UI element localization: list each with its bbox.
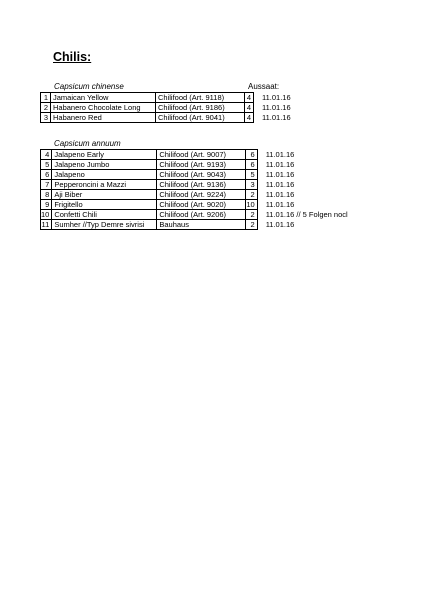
table-row xyxy=(41,113,294,123)
sowing-date: 11.01.16 xyxy=(265,180,295,189)
row-number: 3 xyxy=(41,113,51,123)
sowing-date: 11.01.16 xyxy=(265,160,295,169)
row-number: 11 xyxy=(41,220,52,230)
source-cell: Chilifood (Art. 9118) xyxy=(156,93,245,103)
variety-name: Jalapeno xyxy=(52,170,157,180)
quantity-cell: 4 xyxy=(245,103,254,113)
section-label-chinense: Capsicum chinense xyxy=(54,82,124,91)
chinense-table xyxy=(40,92,294,123)
variety-name: Jalapeno Early xyxy=(52,150,157,160)
aussaat-header: Aussaat: xyxy=(248,82,280,91)
quantity-cell: 4 xyxy=(245,113,254,123)
source-cell: Chilifood (Art. 9206) xyxy=(157,210,246,220)
variety-name: Aji Biber xyxy=(52,190,157,200)
source-cell: Chilifood (Art. 9224) xyxy=(157,190,246,200)
quantity-cell: 2 xyxy=(246,210,257,220)
variety-name: Confetti Chili xyxy=(52,210,157,220)
table-row xyxy=(41,180,351,190)
section-label-annuum: Capsicum annuum xyxy=(54,139,121,148)
row-number: 10 xyxy=(41,210,52,220)
source-cell: Chilifood (Art. 9193) xyxy=(157,160,246,170)
sowing-date: 11.01.16 xyxy=(265,200,295,209)
table-row xyxy=(41,160,351,170)
row-number: 9 xyxy=(41,200,52,210)
page-title: Chilis: xyxy=(53,50,92,64)
table-row xyxy=(41,103,294,113)
quantity-cell: 5 xyxy=(246,170,257,180)
quantity-cell: 2 xyxy=(246,190,257,200)
row-number: 4 xyxy=(41,150,52,160)
table-row xyxy=(41,220,351,230)
source-cell: Chilifood (Art. 9041) xyxy=(156,113,245,123)
row-number: 2 xyxy=(41,103,51,113)
quantity-cell: 6 xyxy=(246,150,257,160)
sowing-date: 11.01.16 xyxy=(265,170,295,179)
source-cell: Chilifood (Art. 9043) xyxy=(157,170,246,180)
row-number: 5 xyxy=(41,160,52,170)
sowing-date: 11.01.16 xyxy=(265,190,295,199)
annuum-table xyxy=(40,149,351,230)
quantity-cell: 3 xyxy=(246,180,257,190)
sowing-date: 11.01.16 xyxy=(265,150,295,159)
quantity-cell: 4 xyxy=(245,93,254,103)
quantity-cell: 6 xyxy=(246,160,257,170)
row-number: 8 xyxy=(41,190,52,200)
quantity-cell: 10 xyxy=(246,200,257,210)
sowing-date: 11.01.16 xyxy=(262,113,291,122)
variety-name: Jamaican Yellow xyxy=(51,93,156,103)
quantity-cell: 2 xyxy=(246,220,257,230)
row-number: 7 xyxy=(41,180,52,190)
sowing-date: 11.01.16 xyxy=(262,93,291,102)
variety-name: Sumher //Typ Demre sivrisi xyxy=(52,220,157,230)
variety-name: Frigitello xyxy=(52,200,157,210)
source-cell: Chilifood (Art. 9136) xyxy=(157,180,246,190)
sowing-date: 11.01.16 xyxy=(262,103,291,112)
variety-name: Habanero Red xyxy=(51,113,156,123)
source-cell: Chilifood (Art. 9020) xyxy=(157,200,246,210)
table-row xyxy=(41,170,351,180)
variety-name: Habanero Chocolate Long xyxy=(51,103,156,113)
table-row xyxy=(41,210,351,220)
variety-name: Jalapeno Jumbo xyxy=(52,160,157,170)
row-number: 6 xyxy=(41,170,52,180)
table-row xyxy=(41,93,294,103)
sowing-date: 11.01.16 xyxy=(265,220,295,229)
source-cell: Chilifood (Art. 9186) xyxy=(156,103,245,113)
source-cell: Chilifood (Art. 9007) xyxy=(157,150,246,160)
row-number: 1 xyxy=(41,93,51,103)
table-row xyxy=(41,150,351,160)
table-row xyxy=(41,190,351,200)
variety-name: Pepperoncini a Mazzi xyxy=(52,180,157,190)
sowing-date: 11.01.16 // 5 Folgen nocl xyxy=(265,210,348,219)
table-row xyxy=(41,200,351,210)
source-cell: Bauhaus xyxy=(157,220,246,230)
